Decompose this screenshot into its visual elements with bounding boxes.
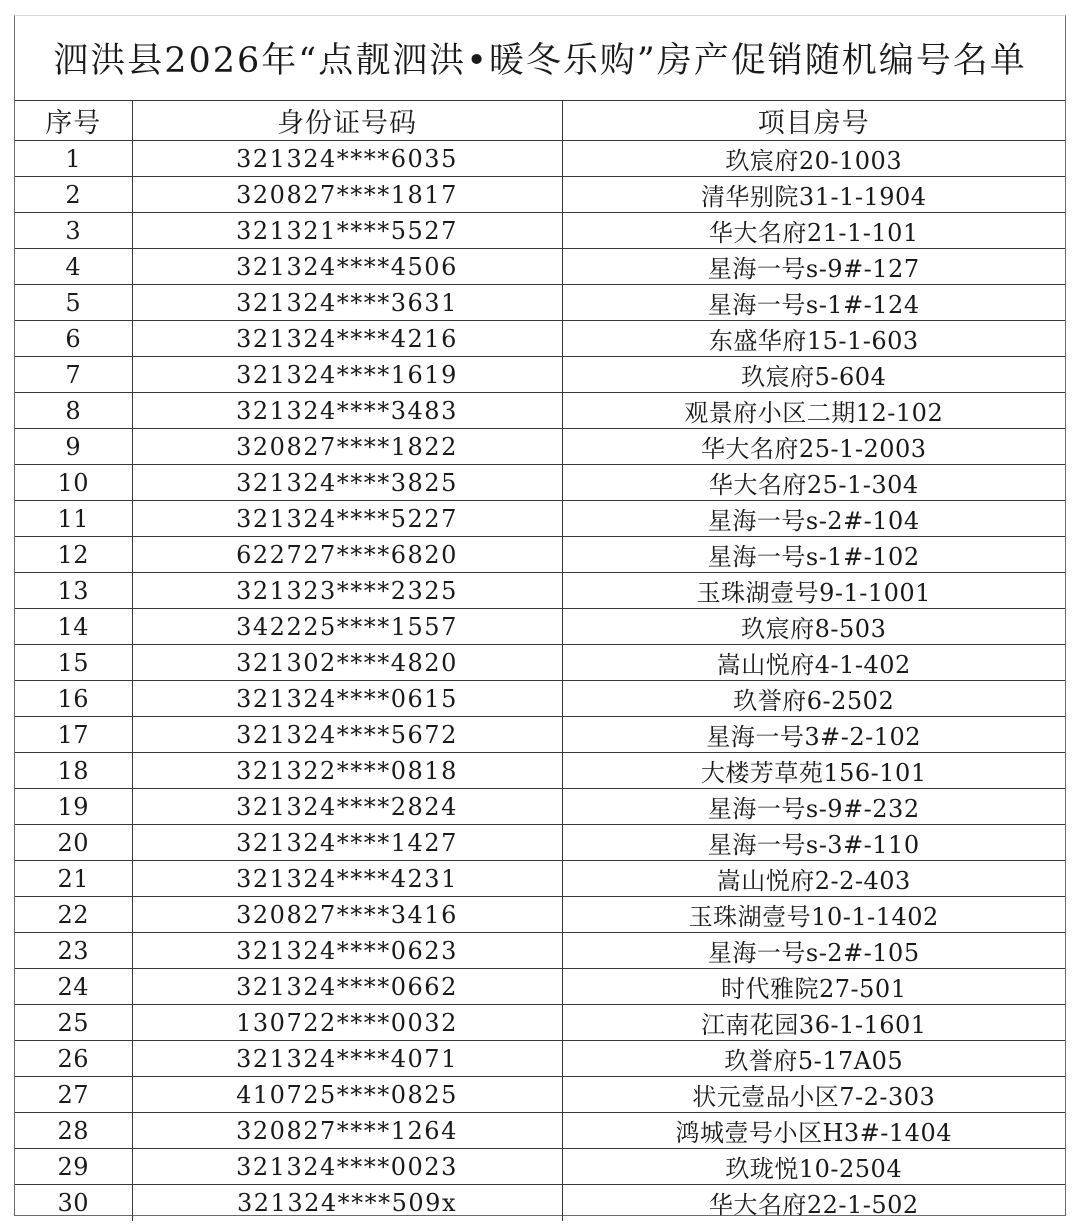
project-room-cell: 玖誉府5-17A05 (562, 1041, 1065, 1077)
serial-cell: 6 (15, 321, 132, 357)
id-number-cell: 321324****0662 (132, 969, 562, 1005)
id-number-cell: 130722****0032 (132, 1005, 562, 1041)
project-room-cell: 观景府小区二期12-102 (562, 393, 1065, 429)
table-body (15, 141, 1065, 1221)
document-title: 泗洪县2026年“点靓泗洪•暖冬乐购”房产促销随机编号名单 (15, 16, 1065, 101)
serial-cell: 19 (15, 789, 132, 825)
table-row (15, 141, 1065, 177)
serial-cell: 2 (15, 177, 132, 213)
table-row (15, 1113, 1065, 1149)
project-room-cell: 华大名府22-1-502 (708, 1191, 919, 1220)
serial-cell: 22 (15, 897, 132, 933)
project-room-cell: 星海一号s-9#-232 (562, 789, 1065, 825)
table-row (15, 861, 1065, 897)
table-row (15, 573, 1065, 609)
project-room-cell: 玉珠湖壹号9-1-1001 (562, 573, 1065, 609)
name-list-table (15, 101, 1065, 1221)
table-row (15, 285, 1065, 321)
document-sheet (14, 15, 1066, 1220)
id-number-cell: 321324****4231 (132, 861, 562, 897)
id-number-cell: 321324****3483 (132, 393, 562, 429)
id-number-cell: 622727****6820 (132, 537, 562, 573)
serial-cell: 24 (15, 969, 132, 1005)
table-row (15, 1041, 1065, 1077)
id-number-cell: 321324****2824 (132, 789, 562, 825)
table-row (15, 609, 1065, 645)
id-number-cell: 321324****1427 (132, 825, 562, 861)
serial-cell: 21 (15, 861, 132, 897)
table-row (15, 753, 1065, 789)
id-number-cell: 321323****2325 (132, 573, 562, 609)
id-number-cell: 342225****1557 (132, 609, 562, 645)
project-room-cell: 玖誉府6-2502 (562, 681, 1065, 717)
id-number-cell: 320827****1817 (132, 177, 562, 213)
id-number-cell: 320827****1822 (132, 429, 562, 465)
serial-cell: 17 (15, 717, 132, 753)
project-room-cell: 玖宸府8-503 (562, 609, 1065, 645)
id-number-cell: 321324****3631 (132, 285, 562, 321)
table-row (15, 537, 1065, 573)
project-room-cell: 玉珠湖壹号10-1-1402 (562, 897, 1065, 933)
table-row (15, 249, 1065, 285)
serial-cell: 18 (15, 753, 132, 789)
id-number-cell: 321324****0615 (132, 681, 562, 717)
project-room-cell: 星海一号s-3#-110 (562, 825, 1065, 861)
project-room-cell: 江南花园36-1-1601 (562, 1005, 1065, 1041)
project-room-cell: 星海一号s-1#-124 (562, 285, 1065, 321)
serial-cell: 5 (15, 285, 132, 321)
serial-cell: 23 (15, 933, 132, 969)
serial-cell: 3 (15, 213, 132, 249)
serial-cell: 28 (15, 1113, 132, 1149)
id-number-cell: 321324****4071 (132, 1041, 562, 1077)
project-room-cell: 华大名府25-1-2003 (562, 429, 1065, 465)
id-number-cell: 321324****4216 (132, 321, 562, 357)
project-room-cell: 东盛华府15-1-603 (562, 321, 1065, 357)
serial-cell: 4 (15, 249, 132, 285)
id-number-cell: 321324****0023 (132, 1149, 562, 1185)
project-room-cell: 嵩山悦府2-2-403 (562, 861, 1065, 897)
table-row (15, 717, 1065, 753)
project-room-cell: 鸿城壹号小区H3#-1404 (562, 1113, 1065, 1149)
table-row (15, 1005, 1065, 1041)
table-row (15, 681, 1065, 717)
id-number-cell: 410725****0825 (132, 1077, 562, 1113)
serial-cell: 7 (15, 357, 132, 393)
serial-cell: 25 (15, 1005, 132, 1041)
table-row (15, 789, 1065, 825)
project-room-cell: 星海一号s-2#-104 (562, 501, 1065, 537)
table-header-row (15, 101, 1065, 141)
table-row (15, 645, 1065, 681)
project-room-cell: 大楼芳草苑156-101 (562, 753, 1065, 789)
serial-cell: 26 (15, 1041, 132, 1077)
project-room-cell: 星海一号s-9#-127 (562, 249, 1065, 285)
id-number-cell: 321302****4820 (132, 645, 562, 681)
table-row (15, 1185, 1065, 1221)
serial-cell: 14 (15, 609, 132, 645)
table-row (15, 933, 1065, 969)
serial-cell: 15 (15, 645, 132, 681)
serial-cell: 16 (15, 681, 132, 717)
table-row (15, 393, 1065, 429)
table-row (15, 1149, 1065, 1185)
serial-cell: 30 (15, 1185, 132, 1221)
project-room-cell: 清华别院31-1-1904 (562, 177, 1065, 213)
project-room-cell: 华大名府25-1-304 (562, 465, 1065, 501)
id-number-cell: 321324****3825 (132, 465, 562, 501)
serial-cell: 29 (15, 1149, 132, 1185)
project-room-cell: 星海一号s-1#-102 (562, 537, 1065, 573)
id-number-cell: 321324****5227 (132, 501, 562, 537)
project-room-cell: 嵩山悦府4-1-402 (562, 645, 1065, 681)
table-row (15, 969, 1065, 1005)
column-header-project-room: 项目房号 (562, 101, 1065, 141)
table-row (15, 321, 1065, 357)
table-row (15, 465, 1065, 501)
serial-cell: 27 (15, 1077, 132, 1113)
project-room-cell: 星海一号3#-2-102 (562, 717, 1065, 753)
id-number-cell: 321322****0818 (132, 753, 562, 789)
project-room-cell: 华大名府21-1-101 (562, 213, 1065, 249)
table-row (15, 213, 1065, 249)
column-header-id-number: 身份证号码 (132, 101, 562, 141)
serial-cell: 10 (15, 465, 132, 501)
project-room-cell: 星海一号s-2#-105 (562, 933, 1065, 969)
table-row (15, 825, 1065, 861)
project-room-cell: 玖宸府20-1003 (562, 141, 1065, 177)
serial-cell: 1 (15, 141, 132, 177)
table-row (15, 897, 1065, 933)
serial-cell: 12 (15, 537, 132, 573)
table-row (15, 1077, 1065, 1113)
table-row (15, 429, 1065, 465)
serial-cell: 9 (15, 429, 132, 465)
id-number-cell: 320827****3416 (132, 897, 562, 933)
project-room-cell: 玖珑悦10-2504 (562, 1149, 1065, 1185)
id-number-cell: 320827****1264 (132, 1113, 562, 1149)
column-header-serial: 序号 (15, 101, 132, 141)
id-number-cell: 321324****6035 (132, 141, 562, 177)
serial-cell: 20 (15, 825, 132, 861)
id-number-cell: 321324****5672 (132, 717, 562, 753)
id-number-cell: 321321****5527 (132, 213, 562, 249)
table-row (15, 501, 1065, 537)
table-row (15, 177, 1065, 213)
id-number-cell: 321324****1619 (132, 357, 562, 393)
serial-cell: 13 (15, 573, 132, 609)
id-number-cell: 321324****509x (132, 1185, 562, 1221)
id-number-cell: 321324****4506 (132, 249, 562, 285)
id-number-cell: 321324****0623 (132, 933, 562, 969)
project-room-cell: 状元壹品小区7-2-303 (562, 1077, 1065, 1113)
table-row (15, 357, 1065, 393)
project-room-cell: 玖宸府5-604 (562, 357, 1065, 393)
serial-cell: 8 (15, 393, 132, 429)
project-room-cell: 时代雅院27-501 (562, 969, 1065, 1005)
serial-cell: 11 (15, 501, 132, 537)
